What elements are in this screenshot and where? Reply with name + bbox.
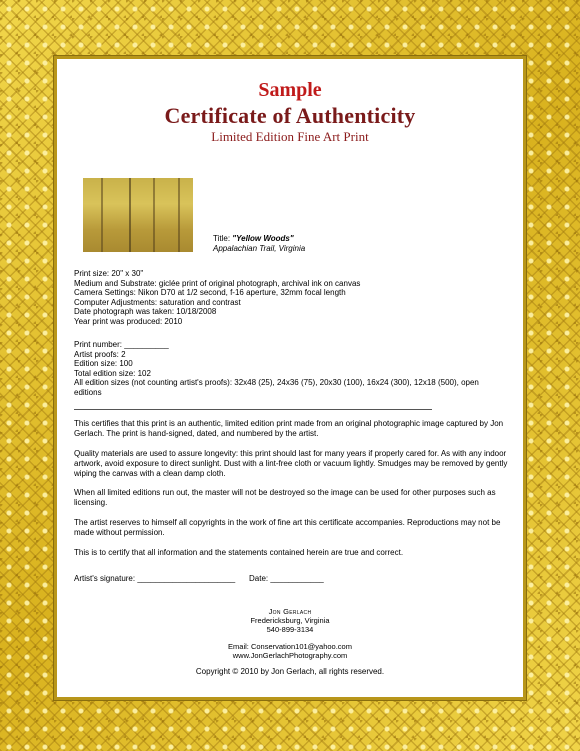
detail-line: Print size: 20" x 30": [74, 269, 144, 278]
edition-line: Total edition size: 102: [74, 368, 151, 378]
edition-line: editions: [74, 387, 102, 397]
contact-phone: 540-899-3134: [266, 625, 314, 634]
sample-heading: Sample: [258, 79, 322, 101]
contact-city: Fredericksburg, Virginia: [250, 616, 330, 625]
paragraph-editions: When all limited editions run out, the master will not be destroyed so the image can be used for other purposes such as licensing.: [74, 488, 496, 507]
divider: [74, 409, 432, 410]
contact-email: Email: Conservation101@yahoo.com: [228, 642, 352, 651]
artwork-location: Appalachian Trail, Virginia: [213, 244, 306, 253]
paragraph-copyright: The artist reserves to himself all copyrights in the work of fine art this certificate accompanies. Reproductions may not be made without permission.: [74, 518, 501, 537]
artist-signature-field: Artist's signature: ______________________: [74, 574, 236, 583]
detail-line: Camera Settings: Nikon D70 at 1/2 second, f-16 aperture, 32mm focal length: [74, 288, 346, 297]
copyright-notice: Copyright © 2010 by Jon Gerlach, all rights reserved.: [195, 667, 385, 676]
artwork-caption: [213, 234, 305, 254]
edition-line: All edition sizes (not counting artist's proofs): 32x48 (25), 24x36 (75), 20x30 (100), 16x24 (300), 12x18 (500), open: [74, 378, 479, 387]
artwork-photo: [83, 178, 193, 252]
title-label: Title:: [213, 234, 231, 243]
certificate-subtitle: Limited Edition Fine Art Print: [211, 129, 369, 144]
contact-website: www.JonGerlachPhotography.com: [232, 651, 348, 660]
edition-line: Artist proofs: 2: [74, 349, 126, 359]
certificate-panel: [57, 59, 523, 697]
artwork-title: "Yellow Woods": [232, 234, 294, 243]
contact-name: Jon Gerlach: [268, 607, 312, 616]
edition-line: Print number: __________: [74, 340, 169, 349]
detail-line: Year print was produced: 2010: [74, 316, 183, 326]
edition-line: Edition size: 100: [74, 359, 133, 368]
detail-line: Computer Adjustments: saturation and contrast: [74, 297, 241, 307]
certificate-title: Certificate of Authenticity: [164, 103, 416, 128]
detail-line: Date photograph was taken: 10/18/2008: [74, 307, 217, 316]
paragraph-certify: This is to certify that all information and the statements contained herein are true and correct.: [74, 548, 404, 557]
paragraph-care: Quality materials are used to assure longevity: this print should last for many years if properly cared for. As with any indoor artwork, avoid exposure to direct sunlight. Dust with a lint-free cloth or vacuum lightly. Smudges may be removed by gently wiping the canvas with a clean damp cloth.: [74, 449, 508, 478]
detail-line: Medium and Substrate: giclée print of original photograph, archival ink on canvas: [74, 278, 361, 288]
paragraph-authenticity: This certifies that this print is an authentic, limited edition print made from an original photographic image captured by Jon Gerlach. The print is hand-signed, dated, and numbered by the artist.: [74, 419, 504, 438]
date-field: Date: ____________: [249, 574, 324, 583]
